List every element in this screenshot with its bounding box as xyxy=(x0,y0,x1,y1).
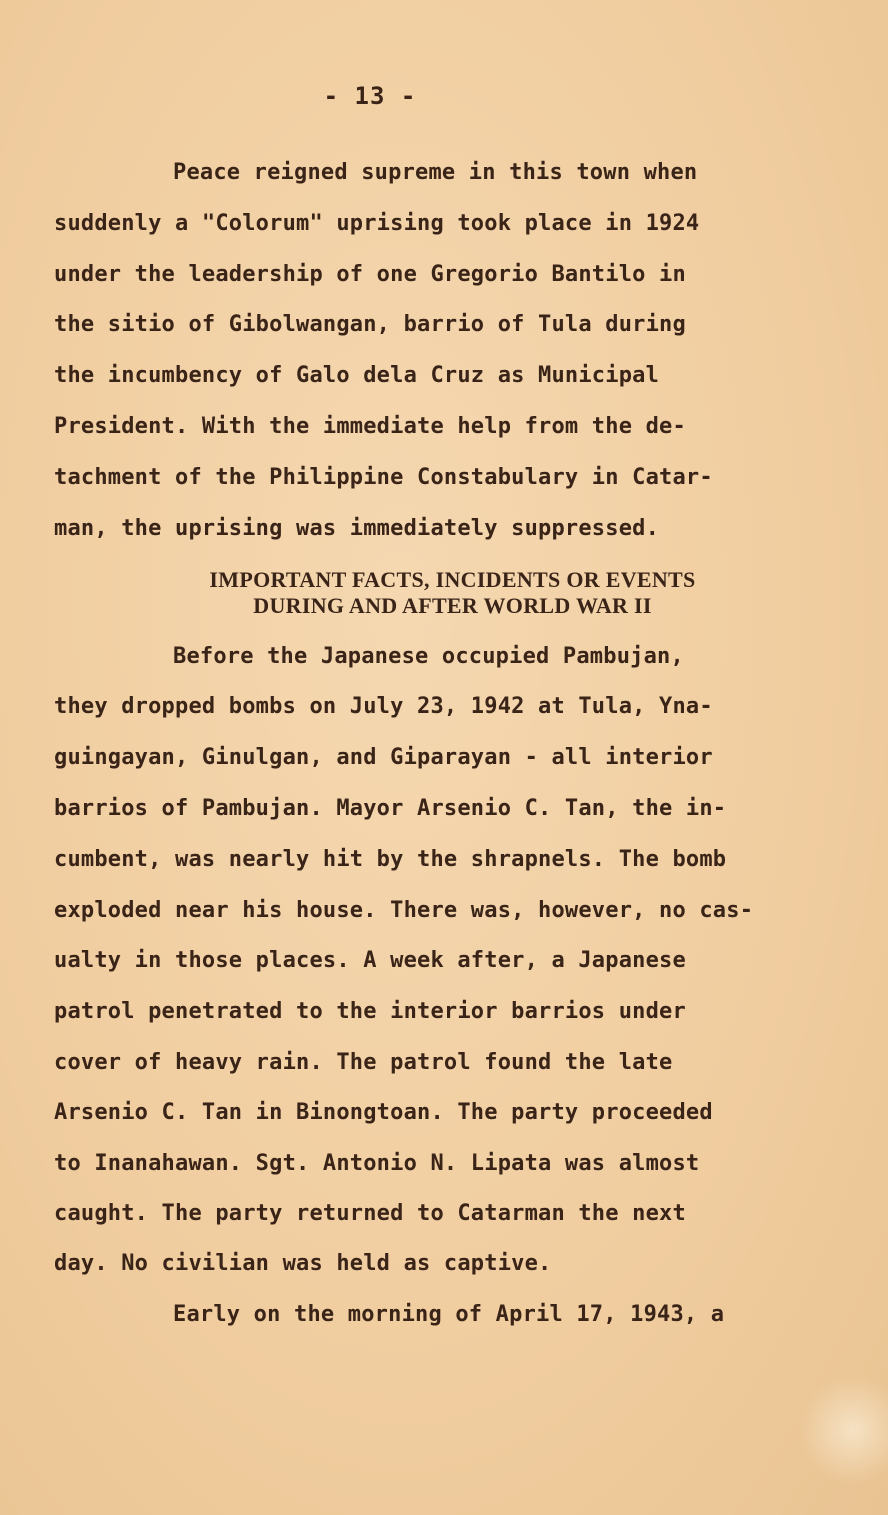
paper-stain xyxy=(798,1375,888,1485)
text-line: Arsenio C. Tan in Binongtoan. The party proceeded xyxy=(54,1100,713,1125)
text-line: ualty in those places. A week after, a Japanese xyxy=(54,948,686,973)
text-line: barrios of Pambujan. Mayor Arsenio C. Tan, the in- xyxy=(54,796,727,821)
text-line: Peace reigned supreme in this town when xyxy=(173,160,698,185)
section-heading-line-2: DURING AND AFTER WORLD WAR II xyxy=(253,593,652,618)
section-heading-line-1: IMPORTANT FACTS, INCIDENTS OR EVENTS xyxy=(209,567,696,592)
text-line: the incumbency of Galo dela Cruz as Municipal xyxy=(54,363,660,388)
text-line: man, the uprising was immediately suppressed. xyxy=(54,516,660,541)
text-line: they dropped bombs on July 23, 1942 at Tula, Yna- xyxy=(54,694,713,719)
text-line: Before the Japanese occupied Pambujan, xyxy=(173,644,684,669)
text-line: under the leadership of one Gregorio Bantilo in xyxy=(54,262,686,287)
text-line: guingayan, Ginulgan, and Giparayan - all interior xyxy=(54,745,713,770)
text-line: exploded near his house. There was, however, no cas- xyxy=(54,898,754,923)
text-line: caught. The party returned to Catarman the next xyxy=(54,1201,686,1226)
text-line: day. No civilian was held as captive. xyxy=(54,1251,552,1276)
text-line: to Inanahawan. Sgt. Antonio N. Lipata was almost xyxy=(54,1151,700,1176)
text-line: patrol penetrated to the interior barrios under xyxy=(54,999,686,1024)
text-line: cumbent, was nearly hit by the shrapnels. The bomb xyxy=(54,847,727,872)
text-line: the sitio of Gibolwangan, barrio of Tula during xyxy=(54,312,686,337)
text-line: President. With the immediate help from the de- xyxy=(54,414,686,439)
text-line: tachment of the Philippine Constabulary in Catar- xyxy=(54,465,713,490)
page-number: - 13 - xyxy=(323,82,417,110)
text-line: suddenly a "Colorum" uprising took place in 1924 xyxy=(54,211,700,236)
text-line: cover of heavy rain. The patrol found the late xyxy=(54,1050,673,1075)
text-line: Early on the morning of April 17, 1943, a xyxy=(173,1302,725,1327)
